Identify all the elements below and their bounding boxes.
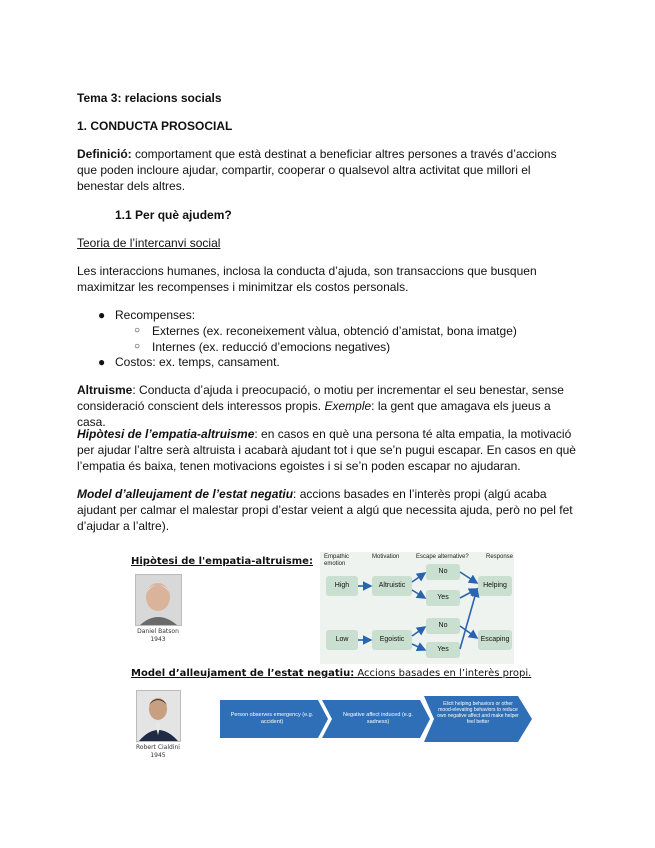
definicio-label: Definició: <box>77 147 132 161</box>
col-response: Response <box>486 554 514 560</box>
model-paragraph: Model d’alleujament de l’estat negatiu: accions basades en l’interès propi (algú acaba ajudant per calmar el malestar propi d’estar veient a algú que necessita ajuda, però no pel fet d’ajudar a l’altre). <box>77 487 573 533</box>
node-escaping: Escaping <box>480 636 510 643</box>
flow-step-3: Elicit helping behaviors or other mood-elevating behaviors to reduce own negative affect and make helper feel better <box>437 701 519 725</box>
node-helping: Helping <box>483 582 507 589</box>
tema-title: Tema 3: relacions socials <box>77 91 222 105</box>
teoria-paragraph: Les interaccions humanes, inclosa la conducta d’ajuda, son transaccions que busquen maximitzar les recompenses i minimitzar els costos personals. <box>77 264 537 294</box>
cialdini-caption: Robert Cialdini 1945 <box>136 744 180 759</box>
list-item: ● Recompenses: <box>98 308 196 322</box>
node-egoistic: Egoistic <box>379 636 405 643</box>
flow-step-2: Negative affect induced (e.g. sadness) <box>343 712 413 725</box>
hipotesi-paragraph: Hipòtesi de l’empatia-altruisme: en casos en què una persona té alta empatia, la motivació per ajudar l’altre serà altruista i acabarà ajudant tot i que se’n pugui escapar. En casos en què l’empatia és baixa, tenen motivacions egoistes i si se’n poden escapar no ajudaran. <box>77 427 576 473</box>
empathy-diagram <box>320 552 514 664</box>
figure-title-model: Model d’alleujament de l’estat negatiu: Accions basades en l’interès propi. <box>131 668 532 679</box>
altruisme-paragraph: Altruisme: Conducta d’ajuda i preocupació, o motiu per incrementar el seu benestar, sense consideració conscient dels interessos propis. Exemple: la gent que amagava els jueus a casa. <box>77 383 564 429</box>
node-no: No <box>438 622 448 629</box>
node-low: Low <box>335 636 349 643</box>
definicio-paragraph <box>77 146 577 194</box>
list-item: ● Costos: ex. temps, cansament. <box>98 355 280 369</box>
list-item: ○ Externes (ex. reconeixement vàlua, obtenció d’amistat, bona imatge) <box>134 324 517 338</box>
node-yes: Yes <box>437 646 449 653</box>
negative-state-flow <box>220 696 532 742</box>
batson-photo <box>135 574 182 626</box>
batson-caption: Daniel Batson 1943 <box>137 628 179 643</box>
node-no: No <box>438 568 448 575</box>
cialdini-photo <box>136 690 181 742</box>
subsection-heading: 1.1 Per què ajudem? <box>115 208 232 222</box>
col-escape: Escape alternative? <box>416 554 469 560</box>
figure-title-hipotesi: Hipòtesi de l'empatia-altruisme: <box>131 556 313 567</box>
definicio-text: comportament que està destinat a beneficiar altres persones a través d’accions que poden incloure ajudar, compartir, cooperar o qualsevol altra activitat que millori el benestar dels altres. <box>77 147 557 193</box>
node-altruistic: Altruistic <box>378 582 406 589</box>
list-item: ○ Internes (ex. reducció d’emocions negatives) <box>134 340 391 354</box>
node-yes: Yes <box>437 594 449 601</box>
section-heading: 1. CONDUCTA PROSOCIAL <box>77 119 233 133</box>
col-emotion: Empathic emotion <box>324 554 350 567</box>
flow-step-1: Person observes emergency (e.g. accident) <box>230 712 314 725</box>
col-motivation: Motivation <box>372 554 400 560</box>
node-high: High <box>334 582 350 589</box>
teoria-heading: Teoria de l’intercanvi social <box>77 236 221 250</box>
